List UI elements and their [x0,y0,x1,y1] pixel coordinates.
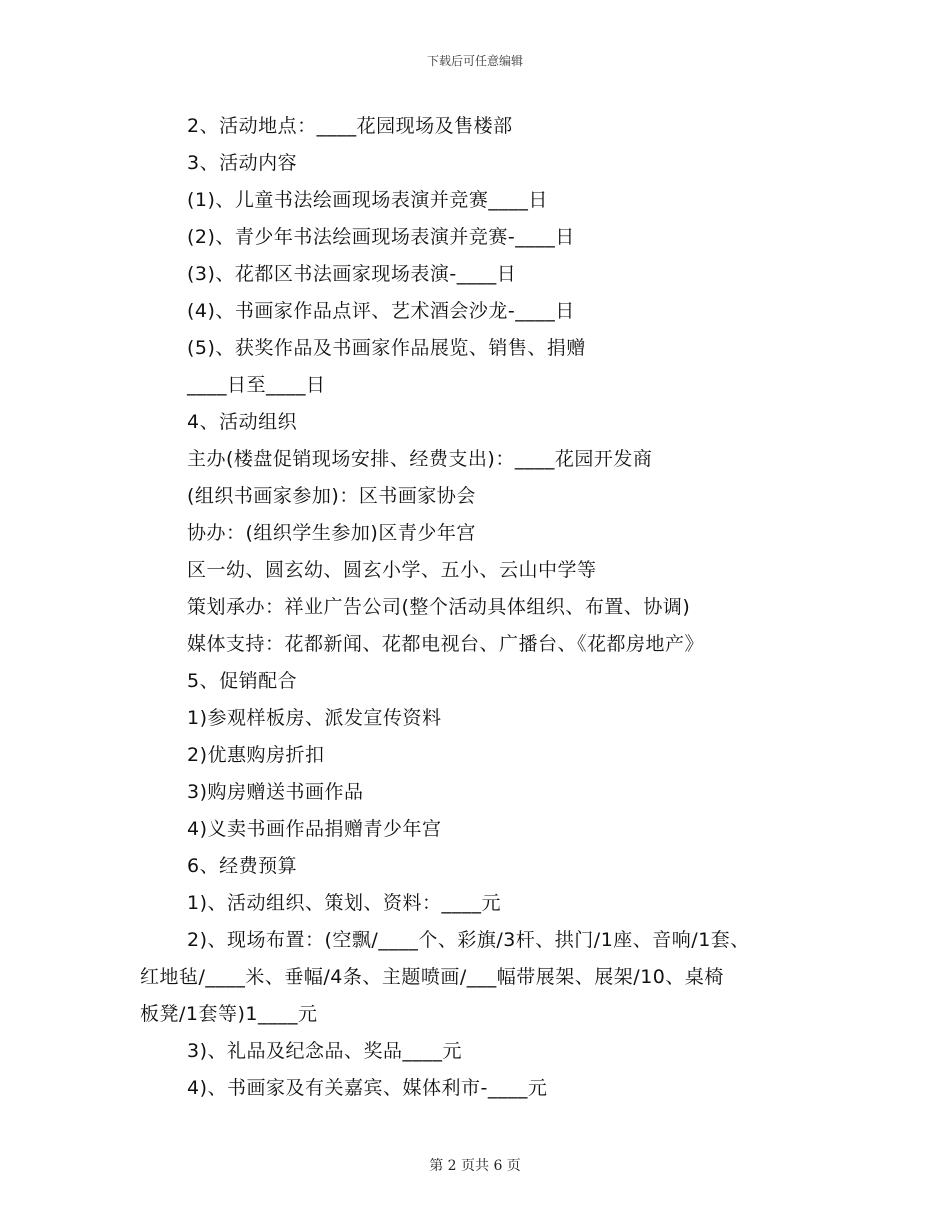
text-line: 红地毡/____米、垂幅/4条、主题喷画/___幅带展架、展架/10、桌椅 [140,966,724,988]
text-line: (3)、花都区书法画家现场表演-____日 [187,263,517,285]
text-line: 1)、活动组织、策划、资料：____元 [187,892,502,914]
text-line: 4)义卖书画作品捐赠青少年宫 [187,818,442,840]
text-line: 板凳/1套等)1____元 [140,1003,318,1025]
section-heading: 4、活动组织 [187,411,298,433]
text-line: 协办：(组织学生参加)区青少年宫 [187,522,476,544]
text-line: 策划承办：祥业广告公司(整个活动具体组织、布置、协调) [187,596,691,618]
text-line: 3)购房赠送书画作品 [187,781,364,803]
text-line: (1)、儿童书法绘画现场表演并竞赛____日 [187,189,548,211]
text-line: (4)、书画家作品点评、艺术酒会沙龙-____日 [187,300,575,322]
text-line: 媒体支持：花都新闻、花都电视台、广播台、《花都房地产》 [187,633,705,655]
text-line: 区一幼、圆玄幼、圆玄小学、五小、云山中学等 [187,559,597,581]
text-line: 2、活动地点：____花园现场及售楼部 [187,115,513,137]
text-line: (组织书画家参加)：区书画家协会 [187,485,476,507]
text-line: (2)、青少年书法绘画现场表演并竞赛-____日 [187,226,575,248]
text-line: 2)、现场布置：(空飘/____个、彩旗/3杆、拱门/1座、音响/1套、 [187,929,750,951]
text-line: 4)、书画家及有关嘉宾、媒体利市-____元 [187,1077,548,1099]
page-header: 下载后可任意编辑 [426,54,523,68]
section-heading: 6、经费预算 [187,855,298,877]
text-line: (5)、获奖作品及书画家作品展览、销售、捐赠 [187,337,586,359]
page-footer: 第 2 页共 6 页 [429,1158,521,1174]
text-line: 2)优惠购房折扣 [187,744,325,766]
document-body [140,108,840,1107]
text-line: 主办(楼盘促销现场安排、经费支出)：____花园开发商 [187,448,653,470]
section-heading: 5、促销配合 [187,670,298,692]
text-line: ____日至____日 [187,374,326,396]
text-line: 1)参观样板房、派发宣传资料 [187,707,442,729]
text-line: 3)、礼品及纪念品、奖品____元 [187,1040,463,1062]
section-heading: 3、活动内容 [187,152,298,174]
